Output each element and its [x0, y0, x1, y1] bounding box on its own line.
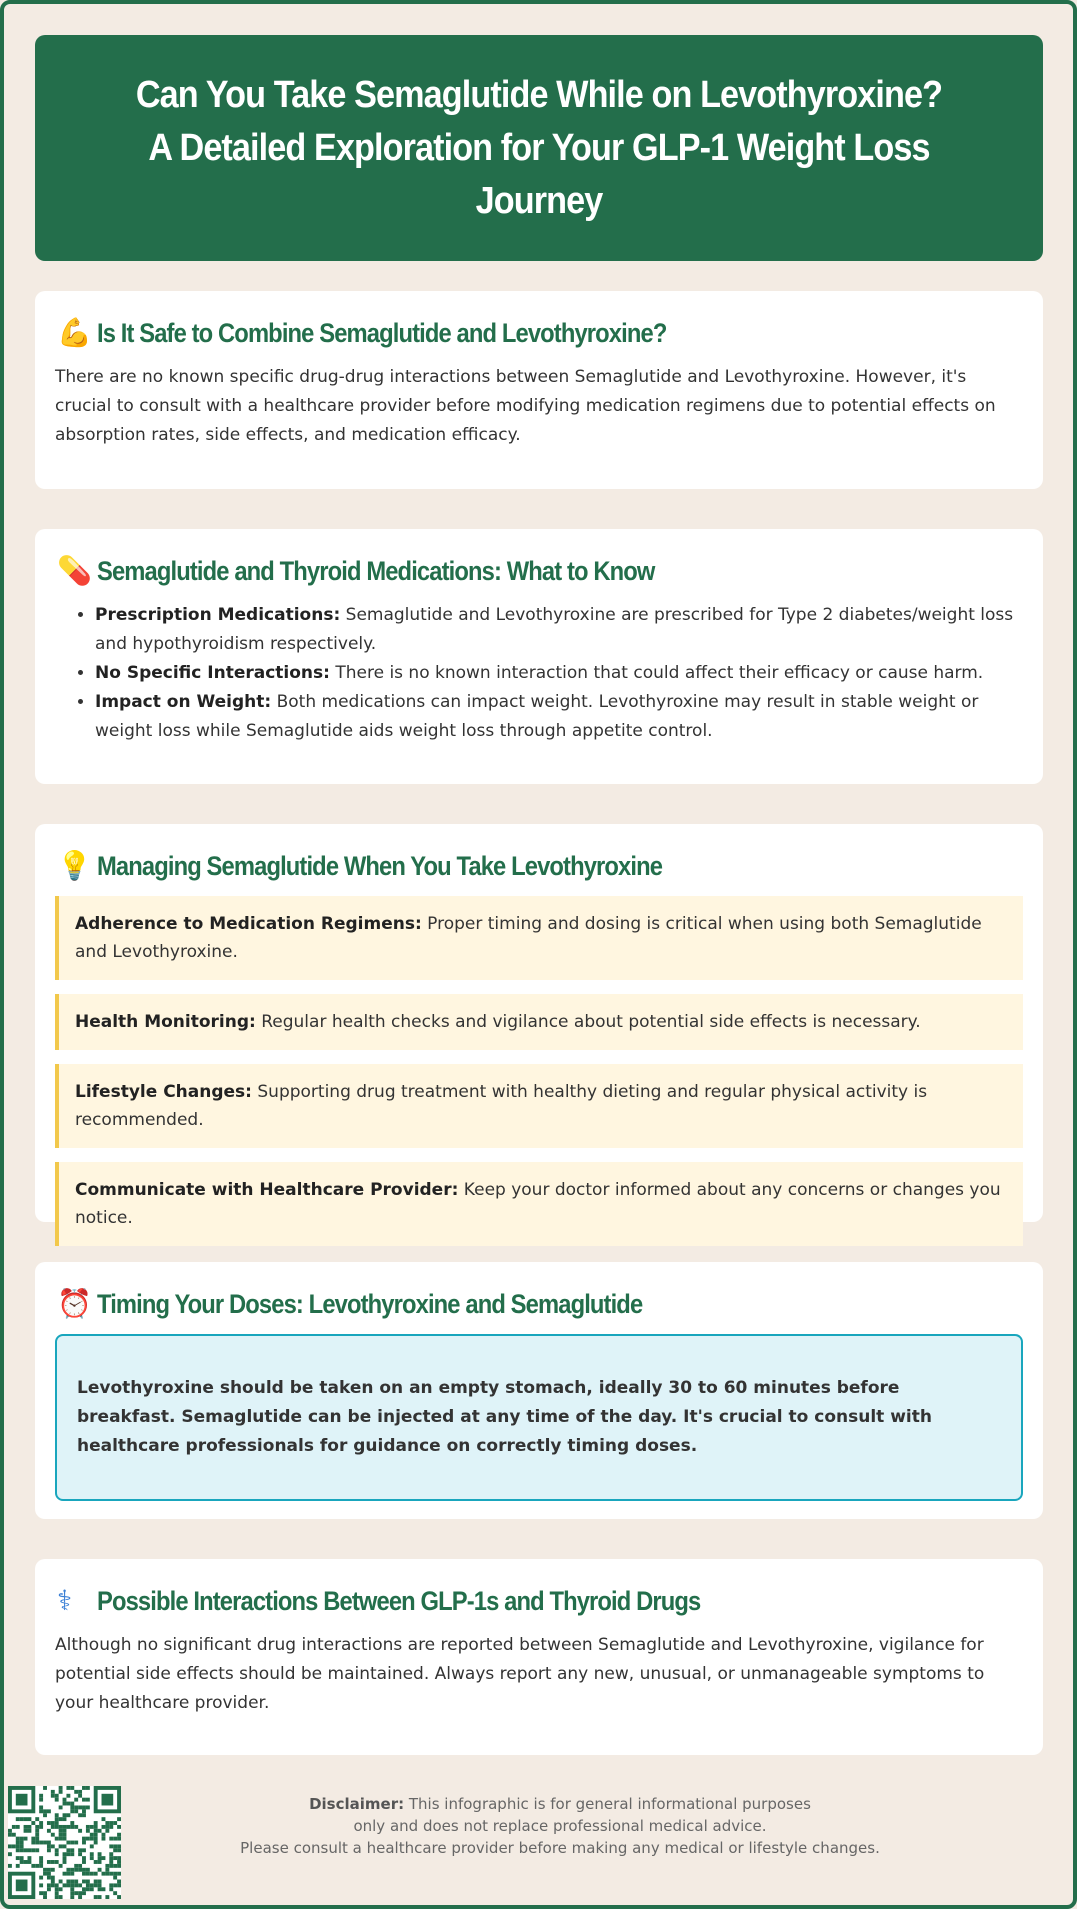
thyroid-card-header	[55, 551, 1023, 591]
item-text: Both medications can impact weight. Levothyroxine may result in stable weight or weight loss while Semaglutide aids weight loss through appetite control.	[95, 692, 979, 741]
disclaimer-line-3: Please consult a healthcare provider before making any medical or lifestyle changes.	[240, 1839, 880, 1857]
list-item	[95, 659, 1023, 688]
thyroid-card	[35, 529, 1043, 784]
managing-card-header	[55, 846, 1023, 886]
thyroid-title: Semaglutide and Thyroid Medications: What to Know	[97, 555, 655, 586]
page-title: Can You Take Semaglutide While on Levothyroxine? A Detailed Exploration for Your GLP-1 Weight Loss Journey	[135, 73, 943, 222]
tip-label: Adherence to Medication Regimens:	[75, 914, 422, 934]
light-bulb-icon: 💡	[57, 849, 92, 882]
safety-text: There are no known specific drug-drug interactions between Semaglutide and Levothyroxine. However, it's crucial to consult with a healthcare provider before modifying medication regimens due to potential effects on absorption rates, side effects, and medication efficacy.	[55, 367, 996, 445]
item-label: Prescription Medications:	[95, 605, 341, 625]
managing-card	[35, 824, 1043, 1228]
disclaimer-line-2: only and does not replace professional medical advice.	[353, 1817, 767, 1835]
item-text: There is no known interaction that could affect their efficacy or cause harm.	[329, 663, 984, 683]
timing-card-header	[55, 1284, 1023, 1324]
interactions-card-header	[55, 1581, 1023, 1621]
disclaimer	[200, 1793, 920, 1859]
alarm-clock-icon: ⏰	[57, 1287, 92, 1320]
interactions-card	[35, 1559, 1043, 1755]
item-label: Impact on Weight:	[95, 692, 272, 712]
timing-card	[35, 1262, 1043, 1519]
pill-icon: 💊	[57, 554, 92, 587]
medical-symbol-icon: ⚕	[57, 1584, 73, 1617]
interactions-text: Although no significant drug interactions are reported between Semaglutide and Levothyroxine, vigilance for potential side effects should be maintained. Always report any new, unusual, or unmanageable symptoms to your healthcare provider.	[55, 1635, 985, 1713]
tip-text: Supporting drug treatment with healthy dieting and regular physical activity is recommended.	[75, 1082, 928, 1130]
list-item	[95, 688, 1023, 746]
safety-card-header	[55, 313, 1023, 353]
timing-title: Timing Your Doses: Levothyroxine and Semaglutide	[97, 1288, 643, 1319]
thyroid-list	[55, 601, 1023, 746]
tip-box	[55, 994, 1023, 1050]
safety-card	[35, 291, 1043, 489]
safety-title: Is It Safe to Combine Semaglutide and Levothyroxine?	[97, 317, 667, 348]
timing-note: Levothyroxine should be taken on an empty stomach, ideally 30 to 60 minutes before breakfast. Semaglutide can be injected at any time of the day. It's crucial to consult with healthcare professionals for guidance on correctly timing doses.	[55, 1334, 1023, 1501]
page-header	[35, 35, 1043, 261]
tip-label: Lifestyle Changes:	[75, 1082, 252, 1102]
qr-code	[8, 1786, 121, 1899]
disclaimer-line-1: This infographic is for general informational purposes	[404, 1795, 811, 1813]
item-label: No Specific Interactions:	[95, 663, 330, 683]
item-text: Semaglutide and Levothyroxine are prescribed for Type 2 diabetes/weight loss and hypothyroidism respectively.	[95, 605, 1014, 654]
tip-label: Communicate with Healthcare Provider:	[75, 1180, 459, 1200]
managing-title: Managing Semaglutide When You Take Levothyroxine	[97, 850, 663, 881]
interactions-title: Possible Interactions Between GLP-1s and Thyroid Drugs	[97, 1585, 701, 1616]
tip-box	[55, 896, 1023, 980]
flexed-biceps-icon: 💪	[57, 316, 92, 349]
tip-box	[55, 1064, 1023, 1148]
tip-text: Keep your doctor informed about any concerns or changes you notice.	[75, 1180, 1001, 1228]
tip-box	[55, 1162, 1023, 1246]
disclaimer-label: Disclaimer:	[309, 1795, 405, 1813]
tip-text: Regular health checks and vigilance about potential side effects is necessary.	[255, 1012, 921, 1032]
list-item	[95, 601, 1023, 659]
tip-label: Health Monitoring:	[75, 1012, 256, 1032]
tip-text: Proper timing and dosing is critical when using both Semaglutide and Levothyroxine.	[75, 914, 982, 962]
